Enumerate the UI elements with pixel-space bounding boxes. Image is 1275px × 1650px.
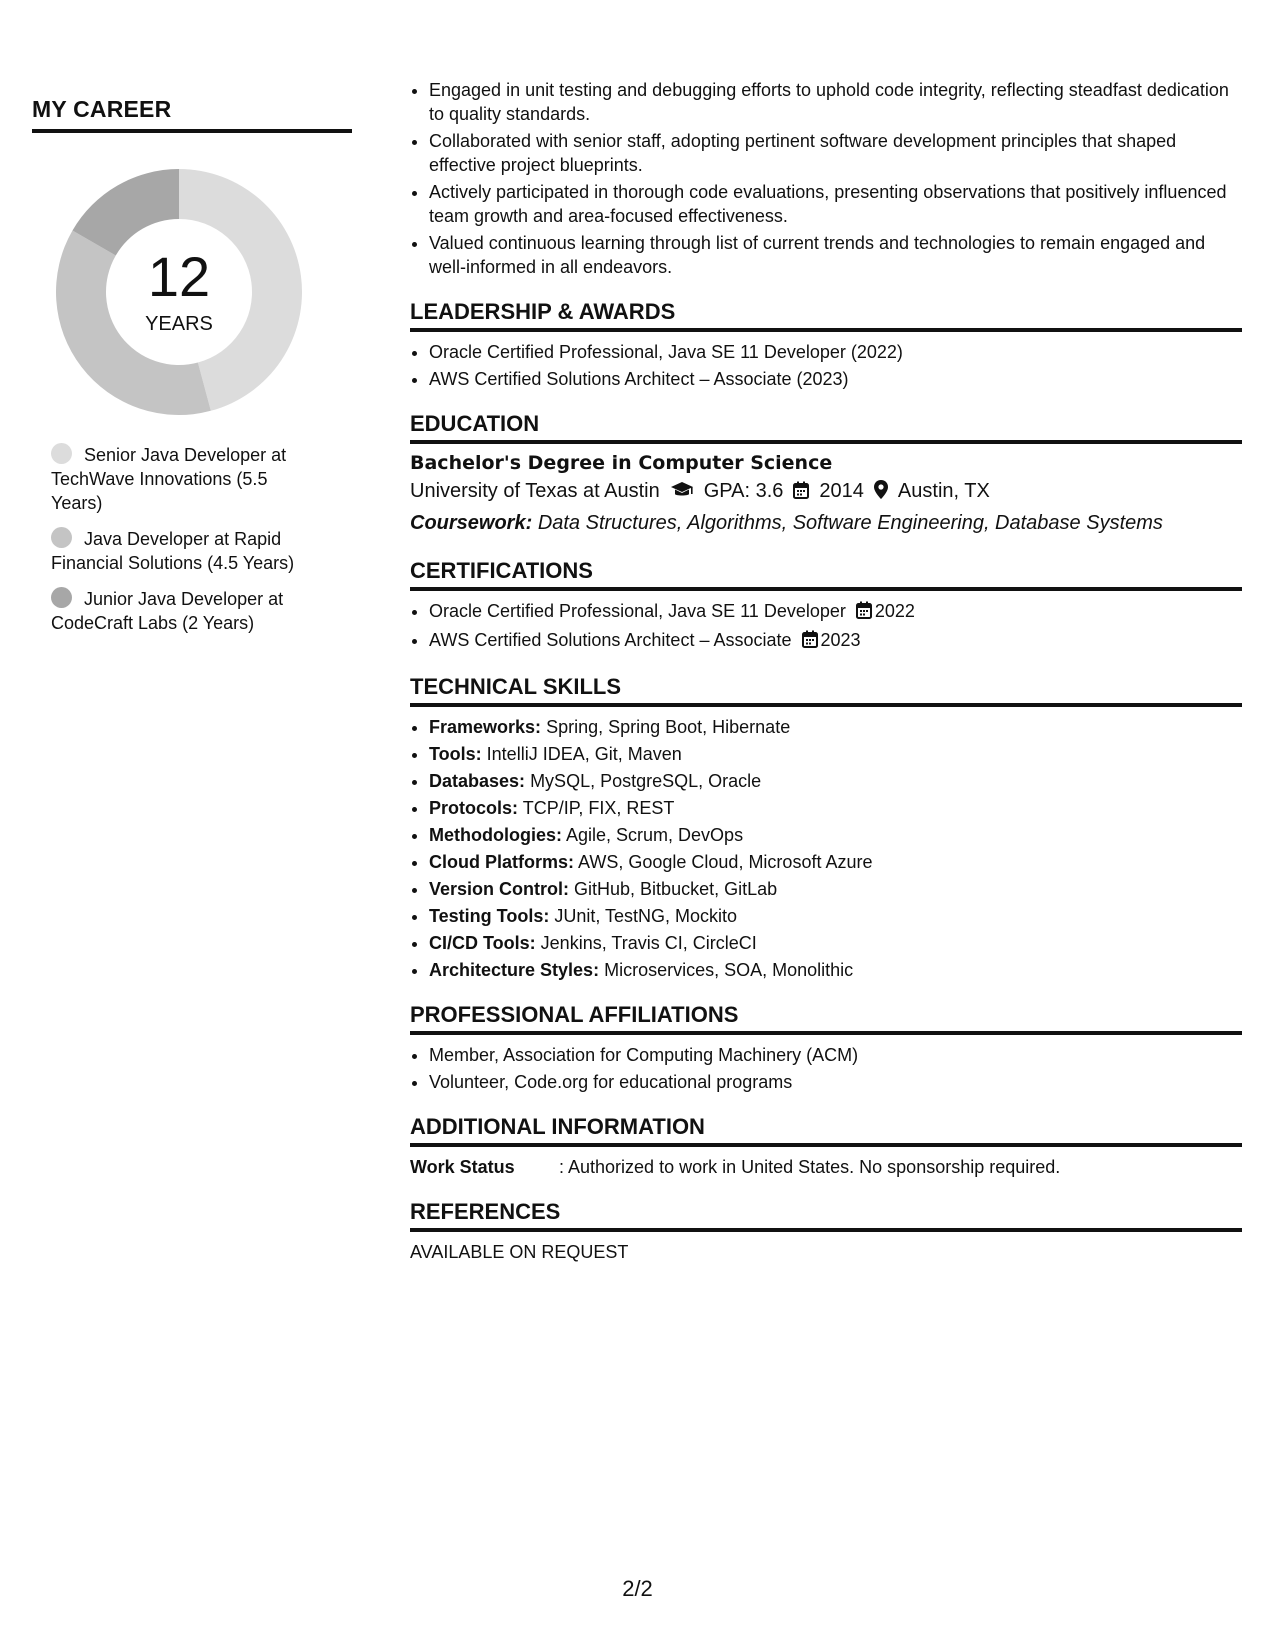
main-content: [410, 78, 1242, 1264]
skill-value: TCP/IP, FIX, REST: [522, 798, 675, 818]
skill-label: Protocols:: [429, 798, 519, 818]
section-heading: LEADERSHIP & AWARDS: [410, 298, 1242, 332]
leadership-section: [410, 298, 1242, 391]
legend-dot: [51, 587, 72, 608]
certification-year: 2022: [874, 601, 915, 621]
skill-item: [429, 823, 1242, 847]
career-heading: MY CAREER: [32, 96, 352, 133]
skill-value: Jenkins, Travis CI, CircleCI: [540, 933, 757, 953]
section-heading: TECHNICAL SKILLS: [410, 673, 1242, 707]
certifications-section: [410, 557, 1242, 654]
list-item: • Member, Association for Computing Machinery (ACM): [429, 1043, 1242, 1067]
skill-label: Version Control:: [429, 879, 570, 899]
list-item: • Actively participated in thorough code evaluations, presenting observations that positively influenced team growth and area-focused effectiveness.: [429, 180, 1242, 228]
skill-value: IntelliJ IDEA, Git, Maven: [486, 744, 682, 764]
section-heading: EDUCATION: [410, 410, 1242, 444]
skill-label: Cloud Platforms:: [429, 852, 575, 872]
calendar-icon: [802, 630, 818, 654]
legend-item: [51, 527, 321, 575]
skill-value: JUnit, TestNG, Mockito: [554, 906, 738, 926]
legend-item: [51, 443, 321, 515]
references-section: [410, 1198, 1242, 1264]
legend-label: Junior Java Developer at CodeCraft Labs (2 Years): [51, 589, 284, 633]
list-item: [429, 628, 1242, 654]
work-status-row: [410, 1155, 1242, 1179]
section-heading: ADDITIONAL INFORMATION: [410, 1113, 1242, 1147]
experience-bullets: [410, 78, 1242, 279]
certification-name: AWS Certified Solutions Architect – Associate: [429, 630, 792, 650]
references-text: AVAILABLE ON REQUEST: [410, 1242, 629, 1262]
skill-label: CI/CD Tools:: [429, 933, 536, 953]
work-status-value: : Authorized to work in United States. No sponsorship required.: [559, 1157, 1061, 1177]
graduation-year: 2014: [819, 480, 864, 502]
skill-value: Microservices, SOA, Monolithic: [604, 960, 854, 980]
skill-label: Methodologies:: [429, 825, 562, 845]
career-panel: [32, 96, 352, 647]
career-legend: [51, 443, 321, 635]
degree-title: Bachelor's Degree in Computer Science: [410, 452, 833, 474]
legend-dot: [51, 443, 72, 464]
education-details: [410, 476, 1242, 508]
skill-item: [429, 904, 1242, 928]
skill-value: AWS, Google Cloud, Microsoft Azure: [578, 852, 873, 872]
section-heading: PROFESSIONAL AFFILIATIONS: [410, 1001, 1242, 1035]
legend-item: [51, 587, 321, 635]
skill-item: [429, 877, 1242, 901]
list-item: • Oracle Certified Professional, Java SE 11 Developer (2022): [429, 340, 1242, 364]
legend-label: Senior Java Developer at TechWave Innovations (5.5 Years): [51, 445, 287, 513]
list-item: • Volunteer, Code.org for educational programs: [429, 1070, 1242, 1094]
gpa: GPA: 3.6: [703, 480, 784, 502]
skill-label: Tools:: [429, 744, 482, 764]
list-item: [429, 599, 1242, 625]
list-item: • Collaborated with senior staff, adopting pertinent software development principles that shaped effective project blueprints.: [429, 129, 1242, 177]
skill-item: [429, 796, 1242, 820]
section-heading: REFERENCES: [410, 1198, 1242, 1232]
legend-dot: [51, 527, 72, 548]
skill-item: [429, 715, 1242, 739]
calendar-icon: [793, 478, 809, 508]
skill-label: Databases:: [429, 771, 526, 791]
skill-item: [429, 769, 1242, 793]
section-heading: CERTIFICATIONS: [410, 557, 1242, 591]
list-item: • Engaged in unit testing and debugging efforts to uphold code integrity, reflecting steadfast dedication to quality standards.: [429, 78, 1242, 126]
page-number: 2/2: [622, 1576, 653, 1601]
list-item: • Valued continuous learning through list of current trends and technologies to remain engaged and well-informed in all endeavors.: [429, 231, 1242, 279]
coursework-list: Data Structures, Algorithms, Software Engineering, Database Systems: [537, 512, 1163, 534]
skill-item: [429, 958, 1242, 982]
skill-label: Architecture Styles:: [429, 960, 600, 980]
skill-label: Frameworks:: [429, 717, 542, 737]
certification-name: Oracle Certified Professional, Java SE 11 Developer: [429, 601, 846, 621]
list-item: • AWS Certified Solutions Architect – Associate (2023): [429, 367, 1242, 391]
education-location: Austin, TX: [897, 480, 990, 502]
coursework-label: Coursework:: [410, 512, 533, 534]
map-marker-icon: [874, 478, 888, 508]
skills-section: [410, 673, 1242, 982]
skill-value: Spring, Spring Boot, Hibernate: [546, 717, 791, 737]
education-section: [410, 410, 1242, 538]
skill-item: [429, 931, 1242, 955]
total-years-unit: YEARS: [145, 313, 213, 335]
career-donut-chart: [56, 169, 302, 415]
affiliations-section: [410, 1001, 1242, 1094]
graduation-cap-icon: [670, 478, 694, 508]
skill-value: Agile, Scrum, DevOps: [566, 825, 744, 845]
coursework: [410, 508, 1242, 538]
certification-year: 2023: [820, 630, 861, 650]
skill-value: MySQL, PostgreSQL, Oracle: [530, 771, 762, 791]
skill-label: Testing Tools:: [429, 906, 550, 926]
work-status-label: Work Status: [410, 1157, 515, 1177]
school-name: University of Texas at Austin: [410, 480, 660, 502]
total-years-number: 12: [147, 245, 211, 308]
additional-info-section: [410, 1113, 1242, 1179]
calendar-icon: [856, 601, 872, 625]
legend-label: Java Developer at Rapid Financial Solutions (4.5 Years): [51, 529, 295, 573]
skill-value: GitHub, Bitbucket, GitLab: [574, 879, 778, 899]
skill-item: [429, 742, 1242, 766]
skill-item: [429, 850, 1242, 874]
